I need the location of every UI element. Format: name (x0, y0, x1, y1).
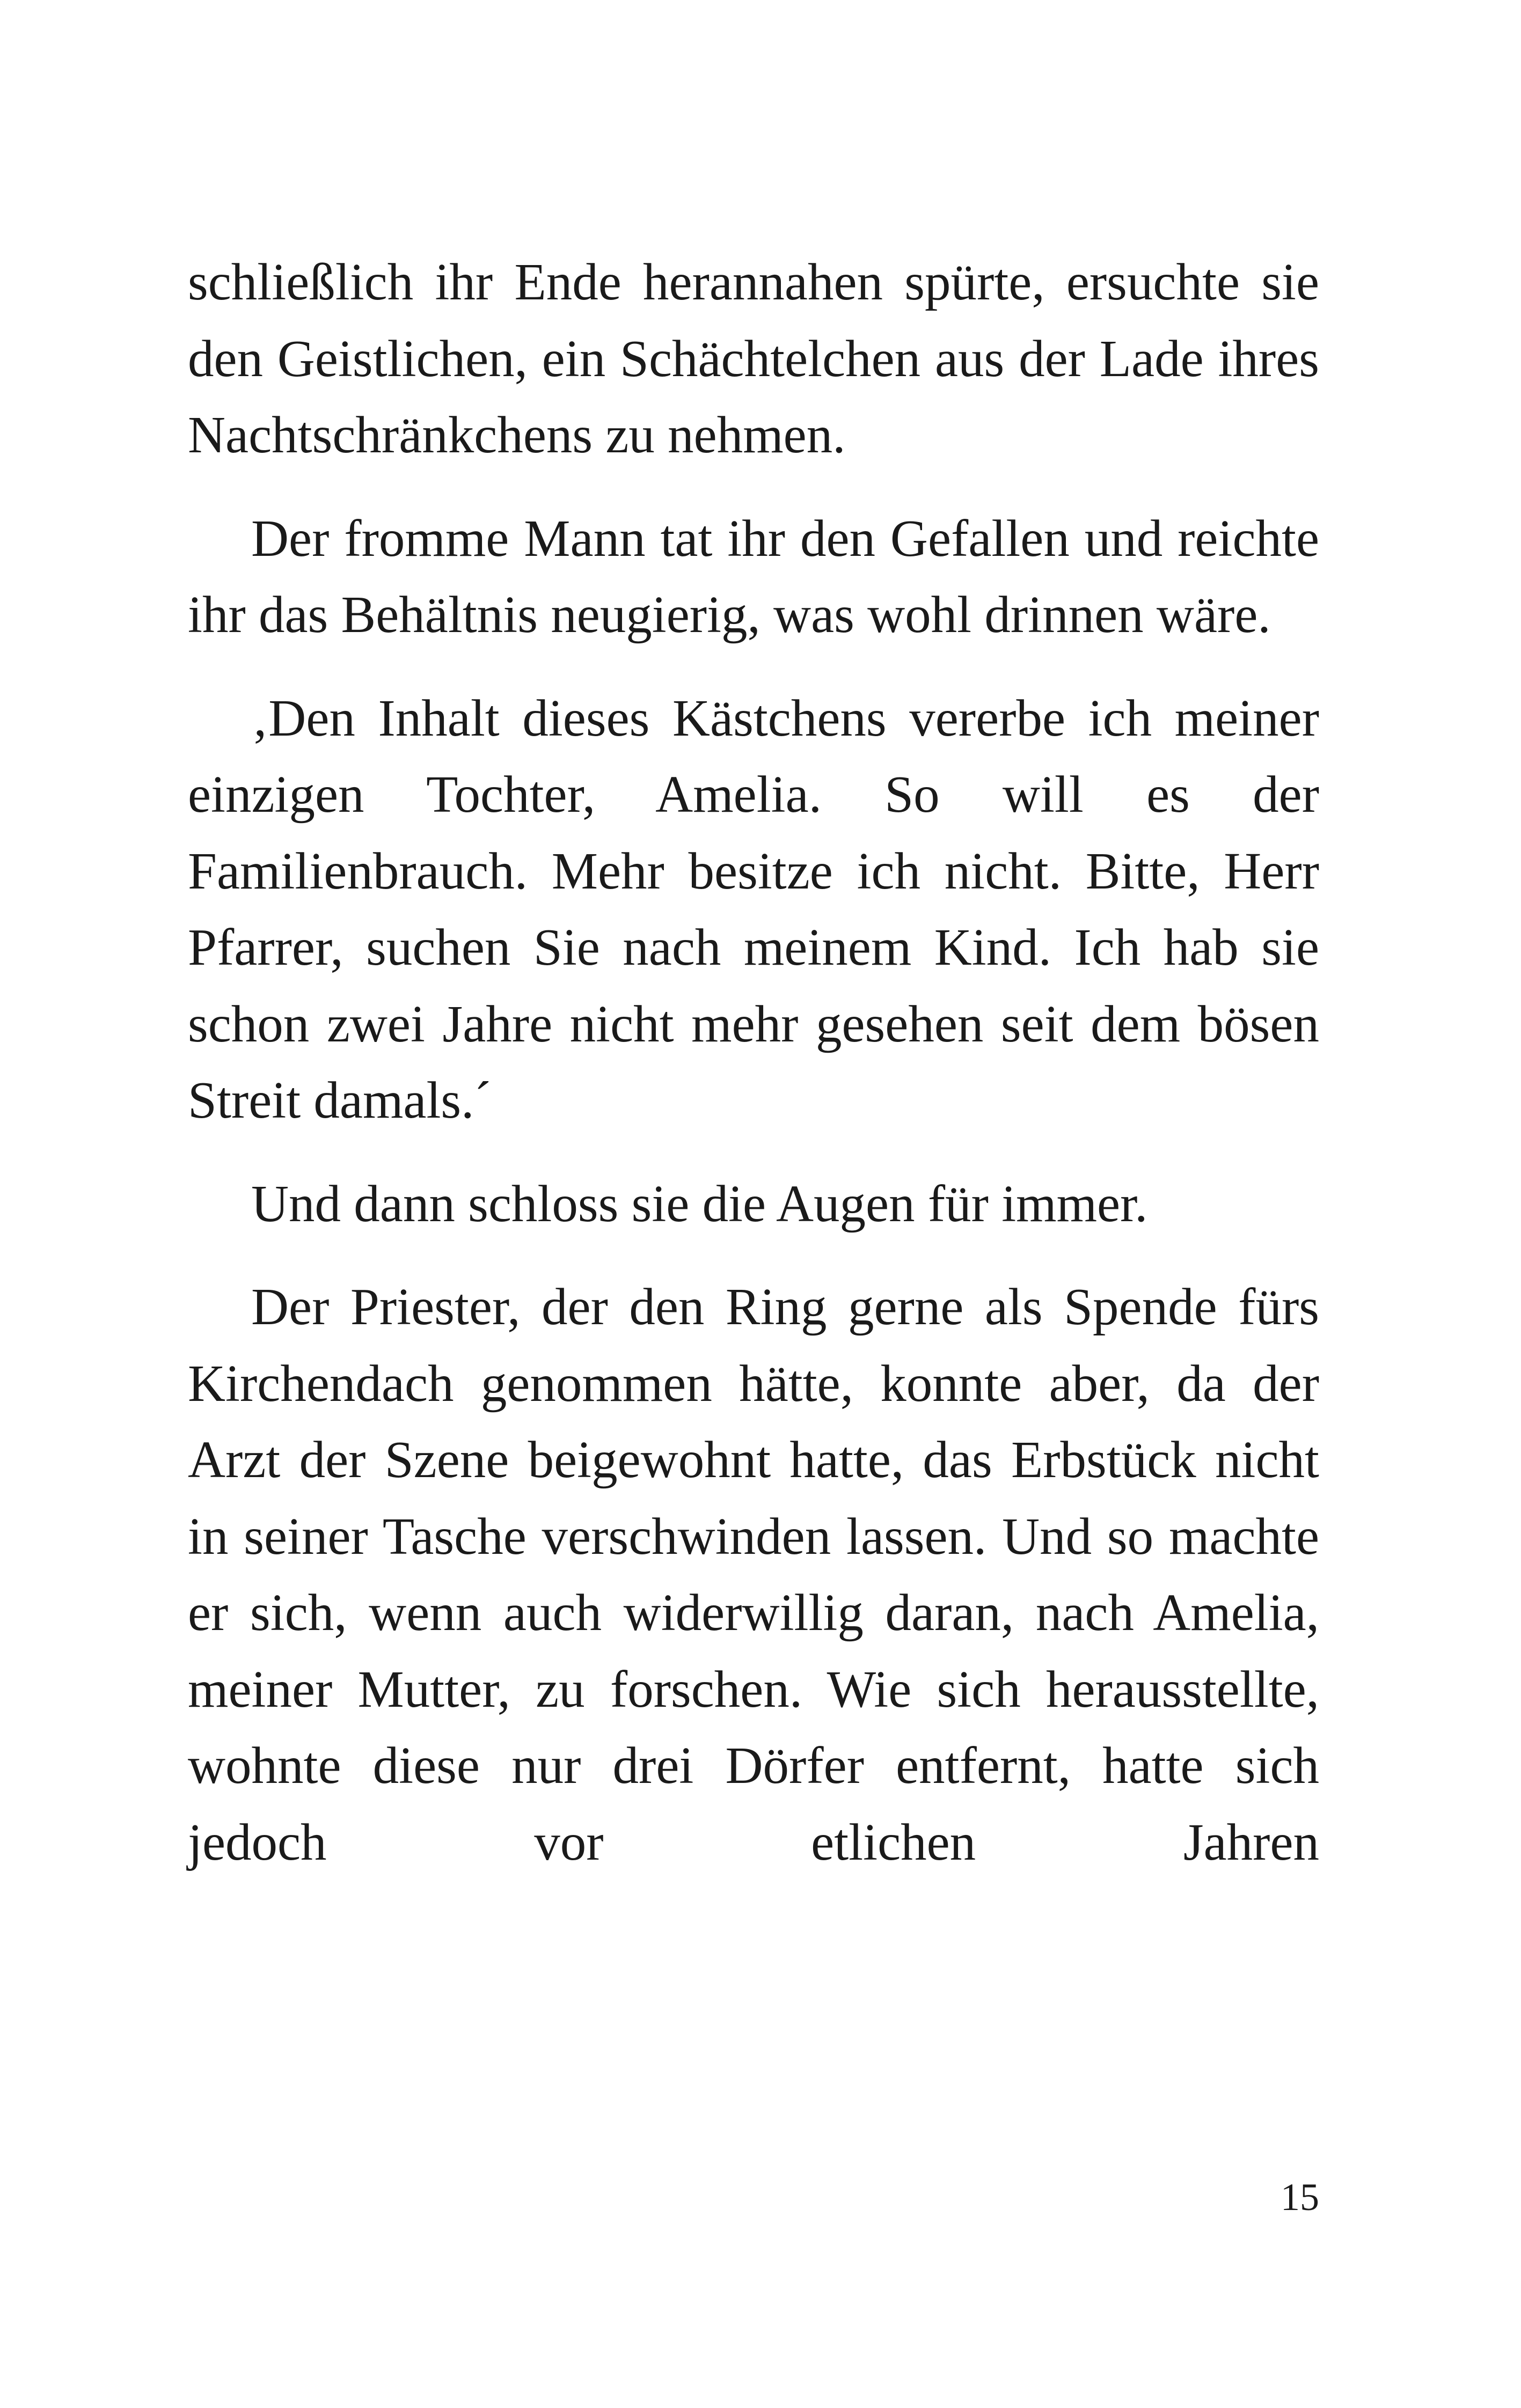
paragraph-3: ‚Den Inhalt dieses Kästchens vererbe ich meiner einzigen Tochter, Amelia. So will es der Familienbrauch. Mehr besitze ich nicht. Bitte, Herr Pfarrer, suchen Sie nach meinem Kind. Ich hab sie schon zwei Jahre nicht mehr gesehen seit dem bösen Streit damals.´ (188, 689, 1319, 1129)
paragraph-2: Der fromme Mann tat ihr den Gefallen und reichte ihr das Behältnis neugierig, was wohl drinnen wäre. (188, 509, 1319, 643)
paragraph-1: schließlich ihr Ende herannahen spürte, ersuchte sie den Geistlichen, ein Schächtelchen aus der Lade ihres Nachtschränkchens zu nehmen. (188, 253, 1319, 464)
paragraph-4: Und dann schloss sie die Augen für immer. (251, 1174, 1148, 1232)
body-text (188, 244, 1319, 1907)
paragraph-5: Der Priester, der den Ring gerne als Spende fürs Kirchendach genommen hätte, konnte aber, da der Arzt der Szene beigewohnt hatte, das Erbstück nicht in seiner Tasche verschwinden lassen. Und so machte er sich, wenn auch widerwillig daran, nach Amelia, meiner Mutter, zu forschen. Wie sich herausstellte, wohnte diese nur drei Dörfer entfernt, hatte sich jedoch vor etlichen Jahren (188, 1278, 1319, 1871)
page-number: 15 (1281, 2176, 1319, 2219)
